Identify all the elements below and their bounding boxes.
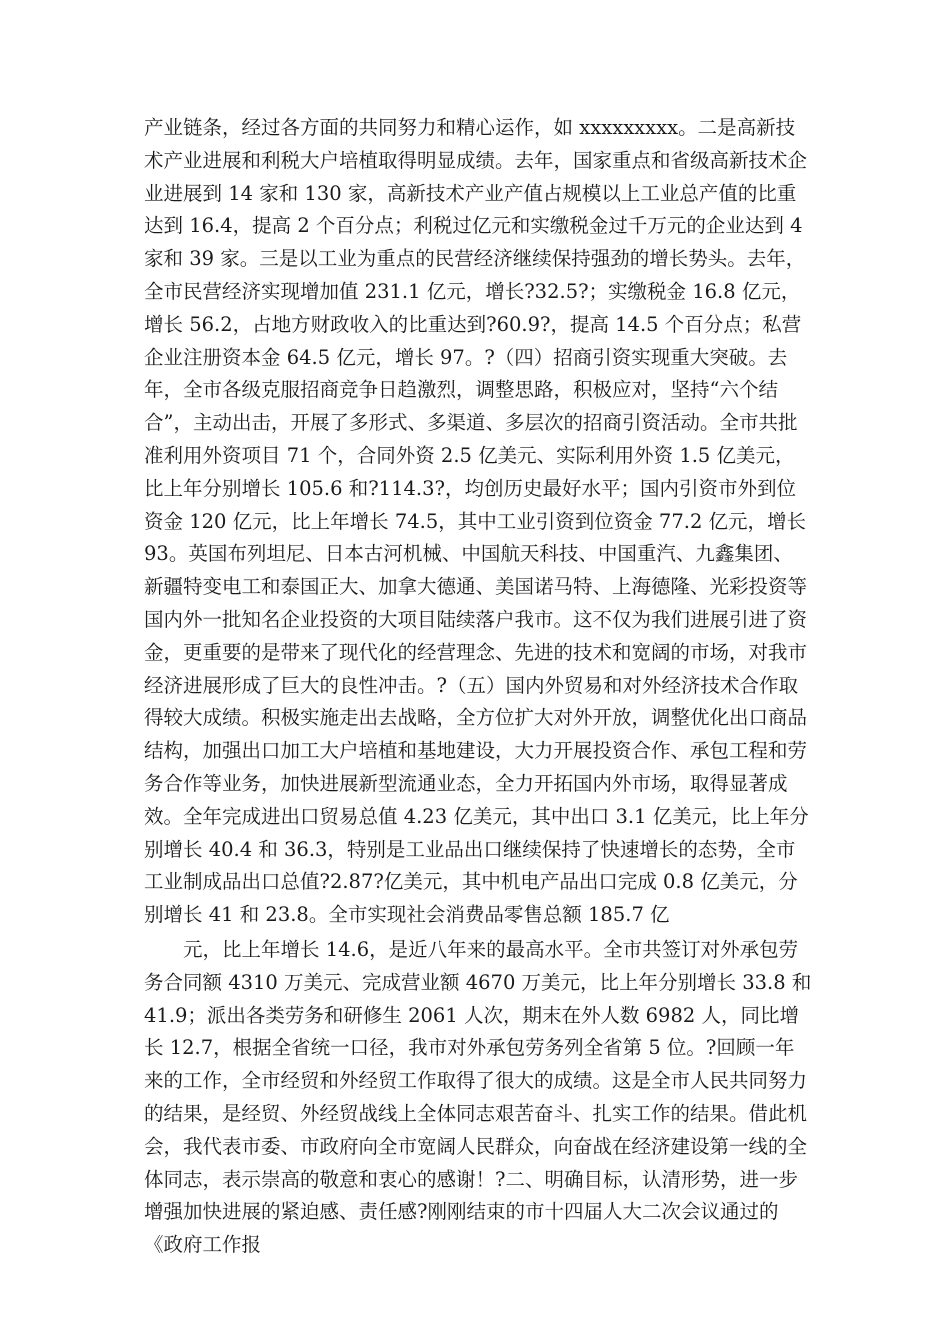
body-paragraph-2: 元，比上年增长 14.6，是近八年来的最高水平。全市共签订对外承包劳务合同额 4310 万美元、完成营业额 4670 万美元，比上年分别增长 33.8 和 41.9；派出各类劳务和研修生 2061 人次，期末在外人数 6982 人，同比增长 12.7，根据全省统一口径，我市对外承包劳务列全省第 5 位。?回顾一年来的工作，全市经贸和外经贸工作取得了很大的成绩。这是全市人民共同努力的结果，是经贸、外经贸战线上全体同志艰苦奋斗、扎实工作的结果。借此机会，我代表市委、市政府向全市宽阔人民群众，向奋战在经济建设第一线的全体同志，表示崇高的敬意和衷心的感谢！?二、明确目标，认清形势，进一步增强加快进展的紧迫感、责任感?刚刚结束的市十四届人大二次会议通过的《政府工作报 <box>144 938 818 1257</box>
body-paragraph-1: 产业链条，经过各方面的共同努力和精心运作，如 xxxxxxxxx。二是高新技术产业进展和利税大户培植取得明显成绩。去年，国家重点和省级高新技术企业进展到 14 家和 130 家，高新技术产业产值占规模以上工业总产值的比重达到 16.4，提高 2 个百分点；利税过亿元和实缴税金过千万元的企业达到 4 家和 39 家。三是以工业为重点的民营经济继续保持强劲的增长势头。去年，全市民营经济实现增加值 231.1 亿元，增长?32.5?；实缴税金 16.8 亿元，增长 56.2，占地方财政收入的比重达到?60.9?，提高 14.5 个百分点；私营企业注册资本金 64.5 亿元，增长 97。?（四）招商引资实现重大突破。去年，全市各级克服招商竞争日趋激烈，调整思路，积极应对，坚持“六个结合”，主动出击，开展了多形式、多渠道、多层次的招商引资活动。全市共批准利用外资项目 71 个，合同外资 2.5 亿美元、实际利用外资 1.5 亿美元，比上年分别增长 105.6 和?114.3?，均创历史最好水平；国内引资市外到位资金 120 亿元，比上年增长 74.5，其中工业引资到位资金 77.2 亿元，增长 93。英国布列坦尼、日本古河机械、中国航天科技、中国重汽、九鑫集团、新疆特变电工和泰国正大、加拿大德通、美国诺马特、上海德隆、光彩投资等国内外一批知名企业投资的大项目陆续落户我市。这不仅为我们进展引进了资金，更重要的是带来了现代化的经营理念、先进的技术和宽阔的市场，对我市经济进展形成了巨大的良性冲击。?（五）国内外贸易和对外经济技术合作取得较大成绩。积极实施走出去战略，全方位扩大对外开放，调整优化出口商品结构，加强出口加工大户培植和基地建设，大力开展投资合作、承包工程和劳务合作等业务，加快进展新型流通业态，全力开拓国内外市场，取得显著成效。全年完成进出口贸易总值 4.23 亿美元，其中出口 3.1 亿美元，比上年分别增长 40.4 和 36.3，特别是工业品出口继续保持了快速增长的态势，全市工业制成品出口总值?2.87?亿美元，其中机电产品出口完成 0.8 亿美元，分别增长 41 和 23.8。全市实现社会消费品零售总额 185.7 亿 <box>144 116 813 927</box>
